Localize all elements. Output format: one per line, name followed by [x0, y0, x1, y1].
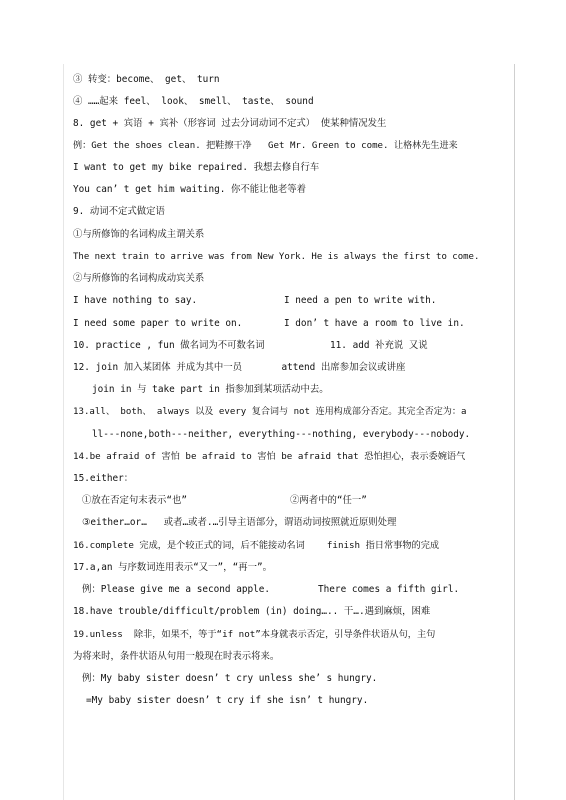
text-line: 19.unless 除非，如果不，等于“if not”本身就表示否定，引导条件状语从句，主句 [73, 629, 436, 640]
text-line: You can’ t get him waiting. 你不能让他老等着 [73, 184, 307, 195]
text-line: =My baby sister doesn’ t cry if she isn’ t hungry. [86, 695, 369, 706]
text-line: I want to get my bike repaired. 我想去修自行车 [73, 162, 320, 173]
text-line: 例：Get the shoes clean. 把鞋擦干净 Get Mr. Green to come. 让格林先生进来 [73, 141, 458, 151]
text-line: 12. join 加入某团体 并成为其中一员 attend 出席参加会议或讲座 [73, 362, 406, 373]
text-line: ②与所修饰的名词构成动宾关系 [73, 273, 205, 284]
text-line: I need a pen to write with. [284, 295, 437, 306]
text-line: I have nothing to say. [73, 295, 198, 306]
text-line: There comes a fifth girl. [318, 584, 460, 595]
text-line: 11. add 补充说 又说 [330, 340, 428, 351]
text-line: ③ 转变：become、 get、 turn [73, 74, 220, 85]
left-margin-rule [63, 64, 64, 800]
text-line: ④ ……起来 feel、 look、 smell、 taste、 sound [73, 96, 314, 107]
text-line: ③either…or… 或者…或者.…引导主语部分，谓语动词按照就近原则处理 [82, 517, 397, 528]
text-line: 例：Please give me a second apple. [82, 584, 271, 595]
text-line: ①放在否定句末表示“也” [82, 495, 188, 506]
text-line: 18.have trouble/difficult/problem (in) doing….. 干….遇到麻烦，困难 [73, 606, 431, 617]
text-line: ll---none,both---neither, everything---nothing, everybody---nobody. [92, 429, 471, 440]
text-line: 例：My baby sister doesn’ t cry unless she’ s hungry. [82, 673, 378, 684]
text-line: join in 与 take part in 指参加到某项活动中去。 [92, 384, 329, 395]
text-line: The next train to arrive was from New York. He is always the first to come. [73, 252, 480, 262]
text-line: 为将来时，条件状语从句用一般现在时表示将来。 [73, 651, 280, 662]
text-line: 8. get + 宾语 + 宾补（形容词 过去分词动词不定式） 使某种情况发生 [73, 118, 387, 129]
right-margin-rule [514, 64, 515, 800]
text-line: 16.complete 完成，是个较正式的词，后不能接动名词 finish 指日常事物的完成 [73, 540, 440, 551]
text-line: I need some paper to write on. [73, 318, 243, 329]
text-line: I don’ t have a room to live in. [284, 318, 465, 329]
text-line: 17.a,an 与序数词连用表示“又一”，“再一”。 [73, 562, 272, 573]
text-line: 9. 动词不定式做定语 [73, 206, 165, 217]
text-line: ②两者中的“任一” [290, 495, 367, 506]
text-line: 15.either： [73, 473, 134, 484]
text-line: 10. practice , fun 做名词为不可数名词 [73, 340, 265, 351]
text-line: 13.all、 both、 always 以及 every 复合词与 not 连用构成部分否定。其完全否定为：a [73, 407, 467, 417]
text-line: 14.be afraid of 害怕 be afraid to 害怕 be afraid that 恐怕担心，表示委婉语气 [73, 451, 466, 462]
text-line: ①与所修饰的名词构成主谓关系 [73, 229, 205, 240]
